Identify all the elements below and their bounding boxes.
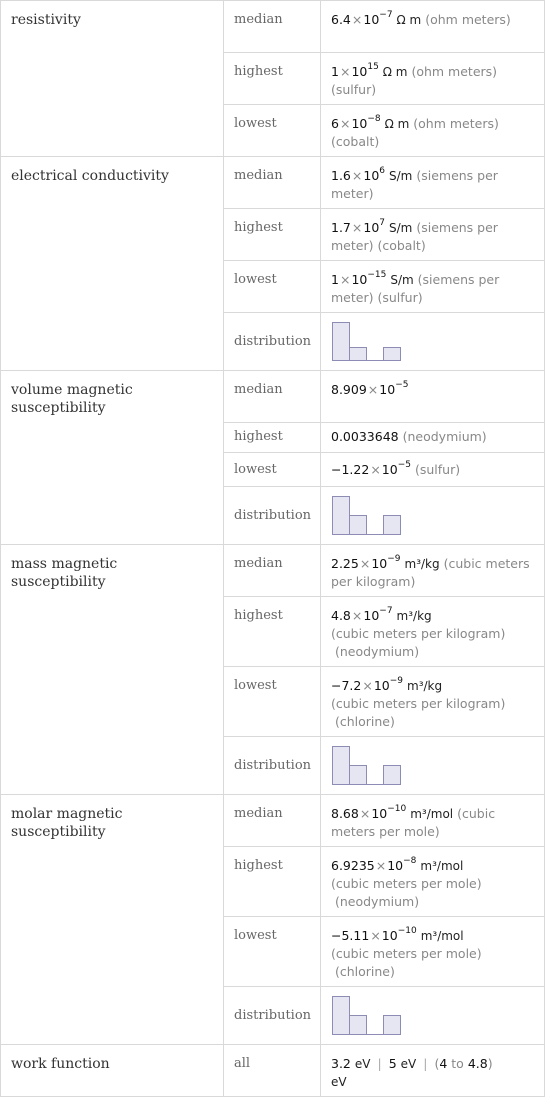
table-row [1, 795, 545, 847]
histogram-bar [350, 347, 367, 360]
stat-label: lowest [224, 667, 321, 737]
distribution-histogram [331, 495, 411, 537]
value-cell: $6.4\times 10^{-7}$ Ω m (ohm meters) [321, 1, 545, 53]
value-cell: $4.8\times 10^{-7}$ m³/kg (cubic meters per kilogram) (neodymium) [321, 597, 545, 667]
value-cell: 0.0033648 (neodymium) [321, 423, 545, 453]
stat-label: highest [224, 53, 321, 105]
value-cell: $-5.11\times 10^{-10}$ m³/mol (cubic meters per mole) (chlorine) [321, 917, 545, 987]
distribution-cell [321, 313, 545, 371]
distribution-histogram [331, 321, 411, 363]
distribution-histogram [331, 745, 411, 787]
stat-label: lowest [224, 105, 321, 157]
table-row [1, 545, 545, 597]
value-cell: $6.9235\times 10^{-8}$ m³/mol (cubic meters per mole) (neodymium) [321, 847, 545, 917]
value-cell: $-1.22\times 10^{-5}$ (sulfur) [321, 453, 545, 487]
stat-label: lowest [224, 261, 321, 313]
stat-label: median [224, 545, 321, 597]
stat-label: median [224, 157, 321, 209]
histogram-bar [384, 765, 401, 784]
stat-label: median [224, 795, 321, 847]
stat-label: median [224, 1, 321, 53]
stat-label: median [224, 371, 321, 423]
value-cell: $1.6\times 10^6$ S/m (siemens per meter) [321, 157, 545, 209]
histogram-bar [333, 496, 350, 534]
value-cell: 3.2 eV | 5 eV | (4 to 4.8) eV [321, 1045, 545, 1097]
stat-label: highest [224, 847, 321, 917]
distribution-cell [321, 737, 545, 795]
histogram-bar [350, 515, 367, 534]
value-cell: $1.7\times 10^7$ S/m (siemens per meter) (cobalt) [321, 209, 545, 261]
value-cell: $1\times 10^{15}$ Ω m (ohm meters) (sulfur) [321, 53, 545, 105]
histogram-bar [350, 765, 367, 784]
table-row [1, 157, 545, 209]
histogram-bar [384, 347, 401, 360]
histogram-bar [384, 1015, 401, 1034]
stat-label: highest [224, 597, 321, 667]
property-label-work-function: work function [1, 1045, 224, 1097]
value-cell: $8.909\times 10^{-5}$ [321, 371, 545, 423]
property-label-electrical-conductivity: electrical conductivity [1, 157, 224, 371]
distribution-histogram [331, 995, 411, 1037]
stat-label: highest [224, 209, 321, 261]
histogram-bar [333, 996, 350, 1034]
value-cell: $6\times 10^{-8}$ Ω m (ohm meters) (cobalt) [321, 105, 545, 157]
value-cell: $-7.2\times 10^{-9}$ m³/kg (cubic meters per kilogram) (chlorine) [321, 667, 545, 737]
stat-label: distribution [224, 487, 321, 545]
distribution-cell [321, 987, 545, 1045]
property-label-resistivity: resistivity [1, 1, 224, 157]
property-label-volume-magnetic-susceptibility: volume magnetic susceptibility [1, 371, 224, 545]
stat-label: all [224, 1045, 321, 1097]
value-cell: $8.68\times 10^{-10}$ m³/mol (cubic meters per mole) [321, 795, 545, 847]
value-cell: $2.25\times 10^{-9}$ m³/kg (cubic meters per kilogram) [321, 545, 545, 597]
histogram-bar [384, 515, 401, 534]
stat-label: highest [224, 423, 321, 453]
stat-label: distribution [224, 987, 321, 1045]
histogram-bar [333, 746, 350, 784]
histogram-bar [350, 1015, 367, 1034]
property-label-molar-magnetic-susceptibility: molar magnetic susceptibility [1, 795, 224, 1045]
property-label-mass-magnetic-susceptibility: mass magnetic susceptibility [1, 545, 224, 795]
stat-label: lowest [224, 453, 321, 487]
value-cell: $1\times 10^{-15}$ S/m (siemens per meter) (sulfur) [321, 261, 545, 313]
histogram-bar [333, 322, 350, 360]
distribution-cell [321, 487, 545, 545]
stat-label: lowest [224, 917, 321, 987]
table-row [1, 1045, 545, 1097]
stat-label: distribution [224, 737, 321, 795]
stat-label: distribution [224, 313, 321, 371]
table-row [1, 371, 545, 423]
table-row [1, 1, 545, 53]
